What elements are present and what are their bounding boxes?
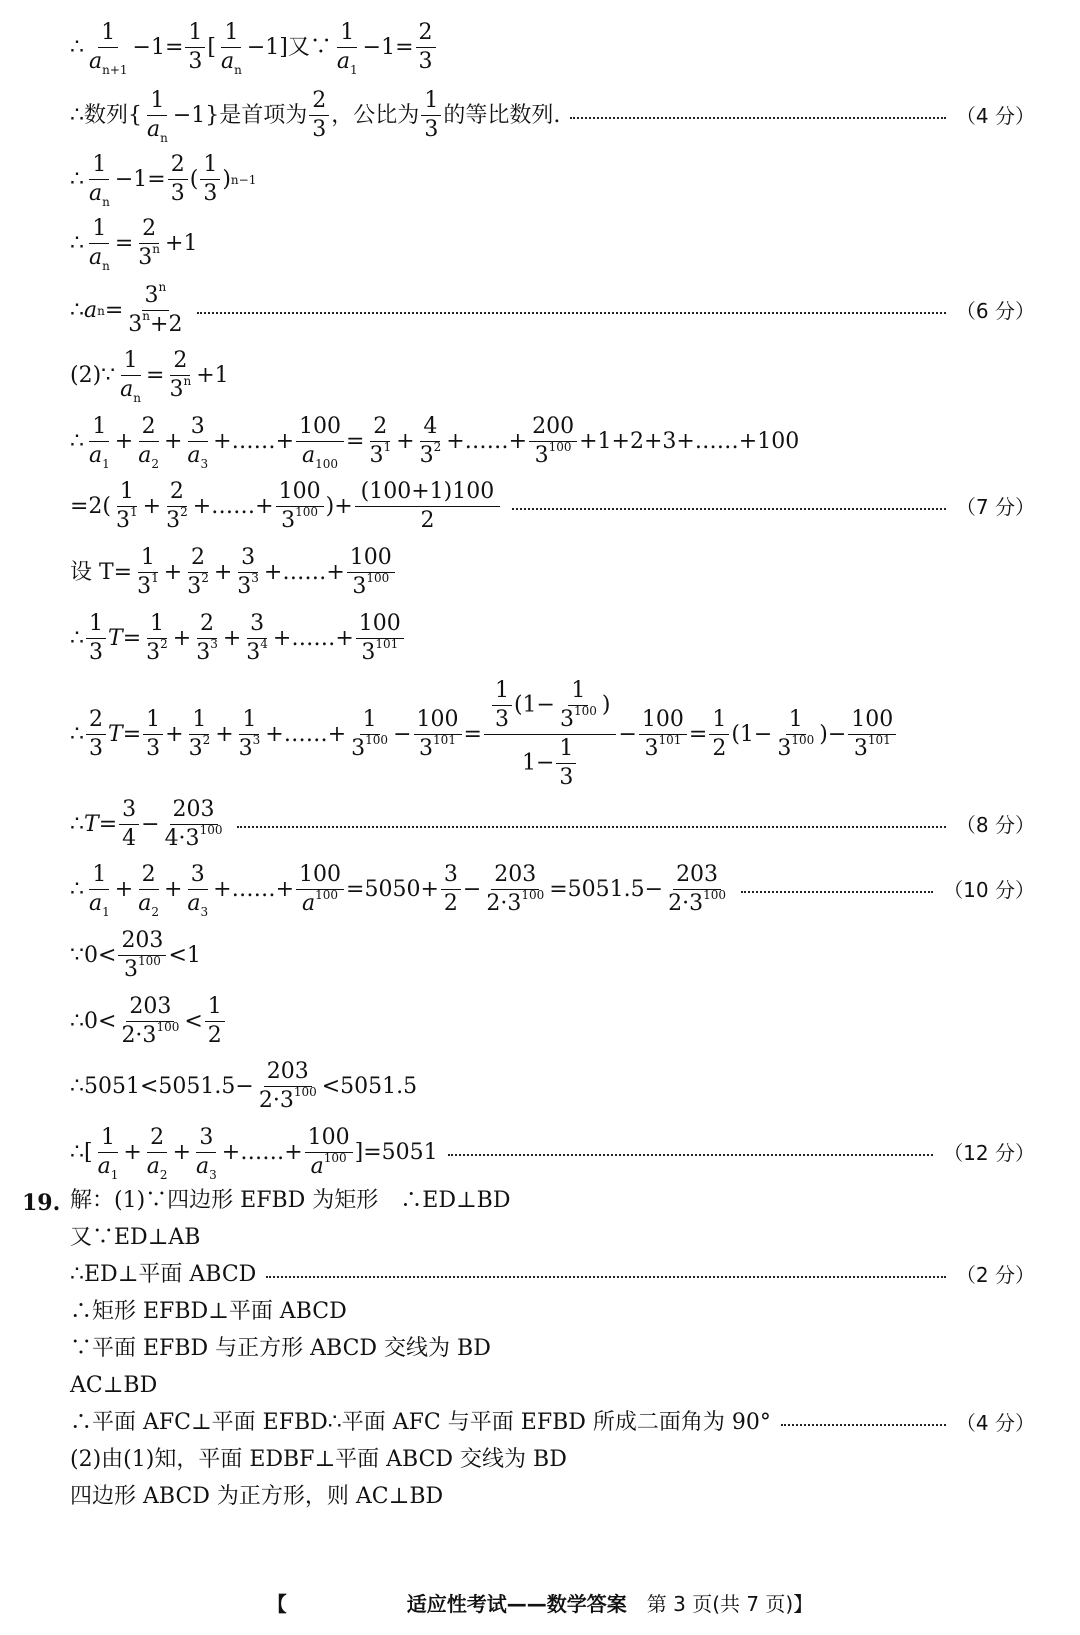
eq-line-7: ∴ 1 $a_1$ + 2 $a_2$ + 3 $a_3$ +……+ 100 $a_{100}$ = 2 $3^1$ + 4 $3^2$ +……+ 200 $3^{100}$ +1+2+3+……+100: [70, 414, 800, 471]
score-label: （10 分）: [943, 877, 1035, 902]
eq-line-10: ∴ 1 3 T = 1 $3^2$ + 2 $3^3$ + 3 $3^4$ +……+ 100 $3^{101}$: [70, 613, 1035, 664]
dot-leader: [197, 312, 945, 314]
score-label: （7 分）: [955, 494, 1035, 519]
eq-line-16: ∴ 5051<5051.5− 203 $2\cdot 3^{100}$ <5051.5: [70, 1059, 418, 1113]
eq-line-13: ∴ 1 $a_1$ + 2 $a_2$ + 3 $a_3$ +……+ 100 $a^{100}$ =5050+ 3 2 − 203 $2\cdot 3^{100}$ =5051.5− 203 $2\cdot 3^{100}$ （10 分）: [70, 862, 1035, 919]
dot-leader: [512, 508, 946, 510]
q19-line-7: ∴平面 AFC⊥平面 EFBD∴平面 AFC 与平面 EFBD 所成二面角为 90° （4 分）: [70, 1410, 1035, 1435]
dot-leader: [237, 826, 945, 828]
q19-line-8: (2)由(1)知，平面 EDBF⊥平面 ABCD 交线为 BD: [70, 1447, 567, 1472]
eq-line-3: ∴ 1 $a_n$ −1= 2 3 ( 1 3 ) n−1: [70, 152, 257, 209]
q19-line-5: ∵平面 EFBD 与正方形 ABCD 交线为 BD: [70, 1336, 491, 1361]
dot-leader: [266, 1276, 946, 1278]
q19-line-6: AC⊥BD: [70, 1373, 158, 1398]
score-label: （4 分）: [955, 1411, 1035, 1435]
eq-line-1: ∴ 1 $a_{n+1}$ −1= 1 3 [ 1 $a_n$ −1] 又∵ 1 $a_1$ −1= 2 3: [70, 22, 1035, 73]
eq-line-9: 设 T= $\frac{1}{3^1}$ + 2 $3^2$ + 3 $3^3$ +……+ 100 $3^{100}$: [70, 547, 1035, 598]
eq-line-6: (2)∵ 1 $a_n$ = 2 3$^n$ +1: [70, 348, 229, 405]
eq-line-17: ∴ [ 1 $a_1$ + 2 $a_2$ + 3 $a_3$ +……+ 100 $a^{100}$ ]=5051 （12 分）: [70, 1125, 1035, 1182]
q19-line-2: 又∵ED⊥AB: [70, 1225, 201, 1250]
q19-line-4: ∴矩形 EFBD⊥平面 ABCD: [70, 1299, 347, 1324]
dot-leader: [448, 1154, 934, 1156]
question-number: 19.: [22, 1190, 61, 1216]
score-label: （12 分）: [943, 1140, 1035, 1165]
page-footer: [0, 1588, 1080, 1617]
footer-title: 适应性考试——数学答案: [406, 1592, 627, 1616]
score-label: （2 分）: [955, 1263, 1035, 1287]
eq-line-4: ∴ 1 $a_n$ = 2 3$^n$ +1: [70, 216, 198, 273]
eq-line-14: ∵ 0< 203 $3^{100}$ <1: [70, 928, 201, 982]
eq-line-12: ∴ T = 3 4 − 203 $4\cdot 3^{100}$ （8 分）: [70, 797, 1035, 851]
q19-line-3: ∴ED⊥平面 ABCD （2 分）: [70, 1262, 1035, 1287]
dot-leader: [781, 1424, 946, 1426]
eq-line-8: =2( 1 $3^1$ + 2 $3^2$ +……+ 100 $3^{100}$ )+ (100+1)100 2 （7 分）: [70, 479, 1035, 533]
q19-line-1: 解：(1)∵四边形 EFBD 为矩形 ∴ED⊥BD: [70, 1188, 511, 1213]
score-label: （4 分）: [955, 103, 1035, 128]
eq-line-11: ∴ 2 3 T = 1 3 + 1 $3^2$ + 1 $3^3$ +……+ 1 $3^{100}$ − 100 $3^{101}$ = $\frac{1}{3}$ (1− $\frac{1}{3^{100}}$ ) 1− $\frac{1}{3}$ − 100 $3^{101}$ = 1 2 (1− 1 $3^{100}$ )− 100 $3^{101}$: [70, 680, 1035, 789]
footer-page: 第 3 页(共 7 页)】: [646, 1592, 814, 1616]
footer-bracket: 【: [266, 1592, 287, 1616]
eq-line-15: ∴ 0< 203 $2\cdot 3^{100}$ < 1 2: [70, 996, 1035, 1047]
q19-line-9: 四边形 ABCD 为正方形，则 AC⊥BD: [70, 1484, 444, 1509]
dot-leader: [741, 891, 933, 893]
score-label: （6 分）: [955, 298, 1035, 323]
score-label: （8 分）: [955, 812, 1035, 837]
dot-leader: [570, 117, 946, 119]
eq-line-5: ∴ a n = $3^n$ $3^n+2$ （6 分）: [70, 280, 1035, 337]
eq-line-2: ∴ 数列{ 1 $a_n$ −1 }是首项为 2 3 ，公比为 1 3 的等比数列. （4 分）: [70, 88, 1035, 145]
